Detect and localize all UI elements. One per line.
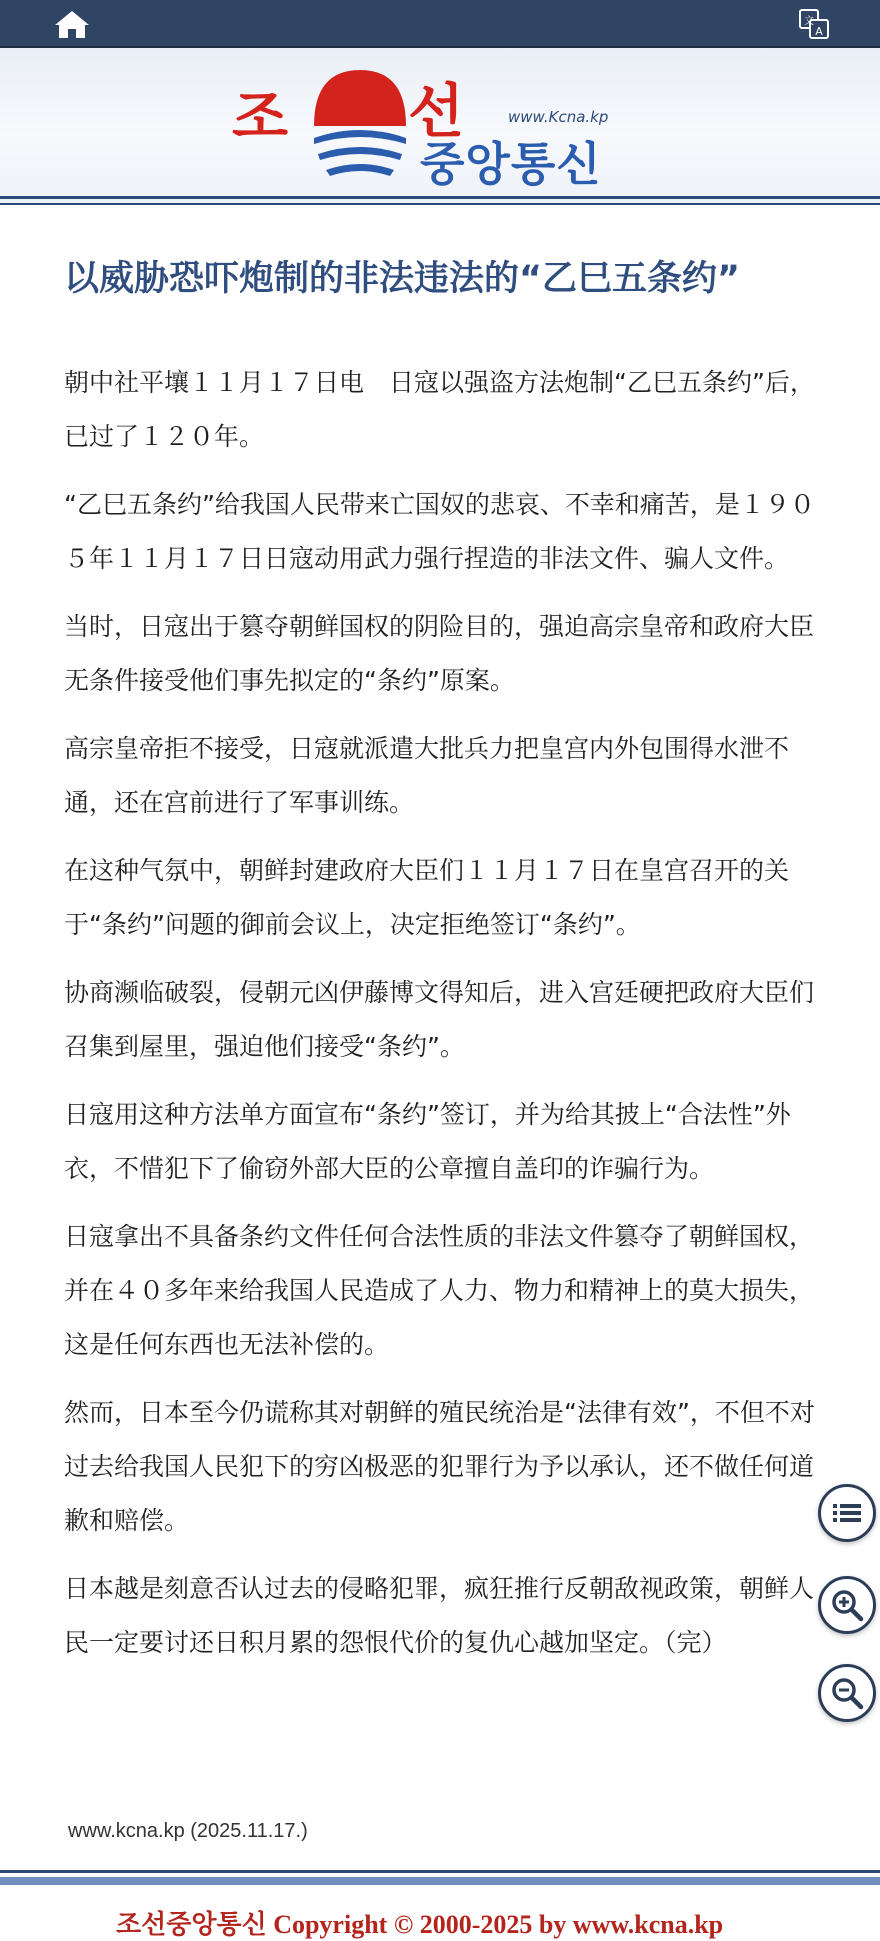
logo-url: www.Kcna.kp: [508, 108, 609, 126]
article-paragraph: 协商濒临破裂，侵朝元凶伊藤博文得知后，进入宫廷硬把政府大臣们召集到屋里，强迫他们接受“条约”。: [64, 978, 815, 1061]
kcna-logo-mark: [300, 62, 420, 190]
logo-wordmark-bottom: 중앙통신: [420, 137, 602, 191]
article-paragraph: “乙巳五条约”给我国人民带来亡国奴的悲哀、不幸和痛苦，是１９０５年１１月１７日日寇动用武力强行捏造的非法文件、骗人文件。: [64, 490, 815, 573]
article-paragraph: 日寇用这种方法单方面宣布“条约”签订，并为给其披上“合法性”外衣，不惜犯下了偷窃外部大臣的公章擅自盖印的诈骗行为。: [64, 1100, 791, 1183]
menu-button[interactable]: [818, 1484, 876, 1542]
footer-copyright: 조선중앙통신 Copyright © 2000-2025 by www.kcna.kp: [116, 1910, 724, 1939]
logo-syllable-jo: 조: [232, 83, 291, 151]
list-icon: [830, 1496, 864, 1530]
logo-syllable-seon: 선: [408, 77, 467, 145]
article-body: [64, 356, 820, 1684]
top-bar: [0, 0, 880, 48]
article-paragraph: 日本越是刻意否认过去的侵略犯罪，疯狂推行反朝敌视政策，朝鲜人民一定要讨还日积月累的怨恨代价的复仇心越加坚定。（完）: [64, 1574, 815, 1657]
zoom-in-button[interactable]: [818, 1576, 876, 1634]
translate-icon[interactable]: [796, 6, 832, 42]
footer-band: [0, 1877, 880, 1885]
zoom-in-icon: [830, 1588, 864, 1622]
article-paragraph: 在这种气氛中，朝鲜封建政府大臣们１１月１７日在皇宫召开的关于“条约”问题的御前会议上，决定拒绝签订“条约”。: [64, 856, 790, 939]
article-paragraph: 然而，日本至今仍谎称其对朝鲜的殖民统治是“法律有效”，不但不对过去给我国人民犯下的穷凶极恶的犯罪行为予以承认，还不做任何道歉和赔偿。: [64, 1398, 815, 1535]
article-paragraph: 日寇拿出不具备条约文件任何合法性质的非法文件篡夺了朝鲜国权，并在４０多年来给我国人民造成了人力、物力和精神上的莫大损失，这是任何东西也无法补偿的。: [64, 1222, 815, 1359]
svg-text:文: 文: [804, 16, 814, 27]
article-paragraph: 高宗皇帝拒不接受，日寇就派遣大批兵力把皇宫内外包围得水泄不通，还在宫前进行了军事训练。: [64, 734, 790, 817]
article-paragraph: 朝中社平壤１１月１７日电 日寇以强盗方法炮制“乙巳五条约”后，已过了１２０年。: [64, 368, 815, 451]
article-source: www.kcna.kp (2025.11.17.): [68, 1820, 308, 1842]
svg-text:A: A: [815, 25, 823, 38]
masthead-divider: [0, 196, 880, 199]
article-paragraph: 当时，日寇出于篡夺朝鲜国权的阴险目的，强迫高宗皇帝和政府大臣无条件接受他们事先拟定的“条约”原案。: [64, 612, 815, 695]
article-title: 以威胁恐吓炮制的非法违法的“乙巳五条约”: [64, 259, 741, 299]
zoom-out-button[interactable]: [818, 1664, 876, 1722]
masthead-divider-thin: [0, 203, 880, 205]
zoom-out-icon: [830, 1676, 864, 1710]
footer-divider: [0, 1870, 880, 1873]
home-icon[interactable]: [52, 8, 92, 40]
